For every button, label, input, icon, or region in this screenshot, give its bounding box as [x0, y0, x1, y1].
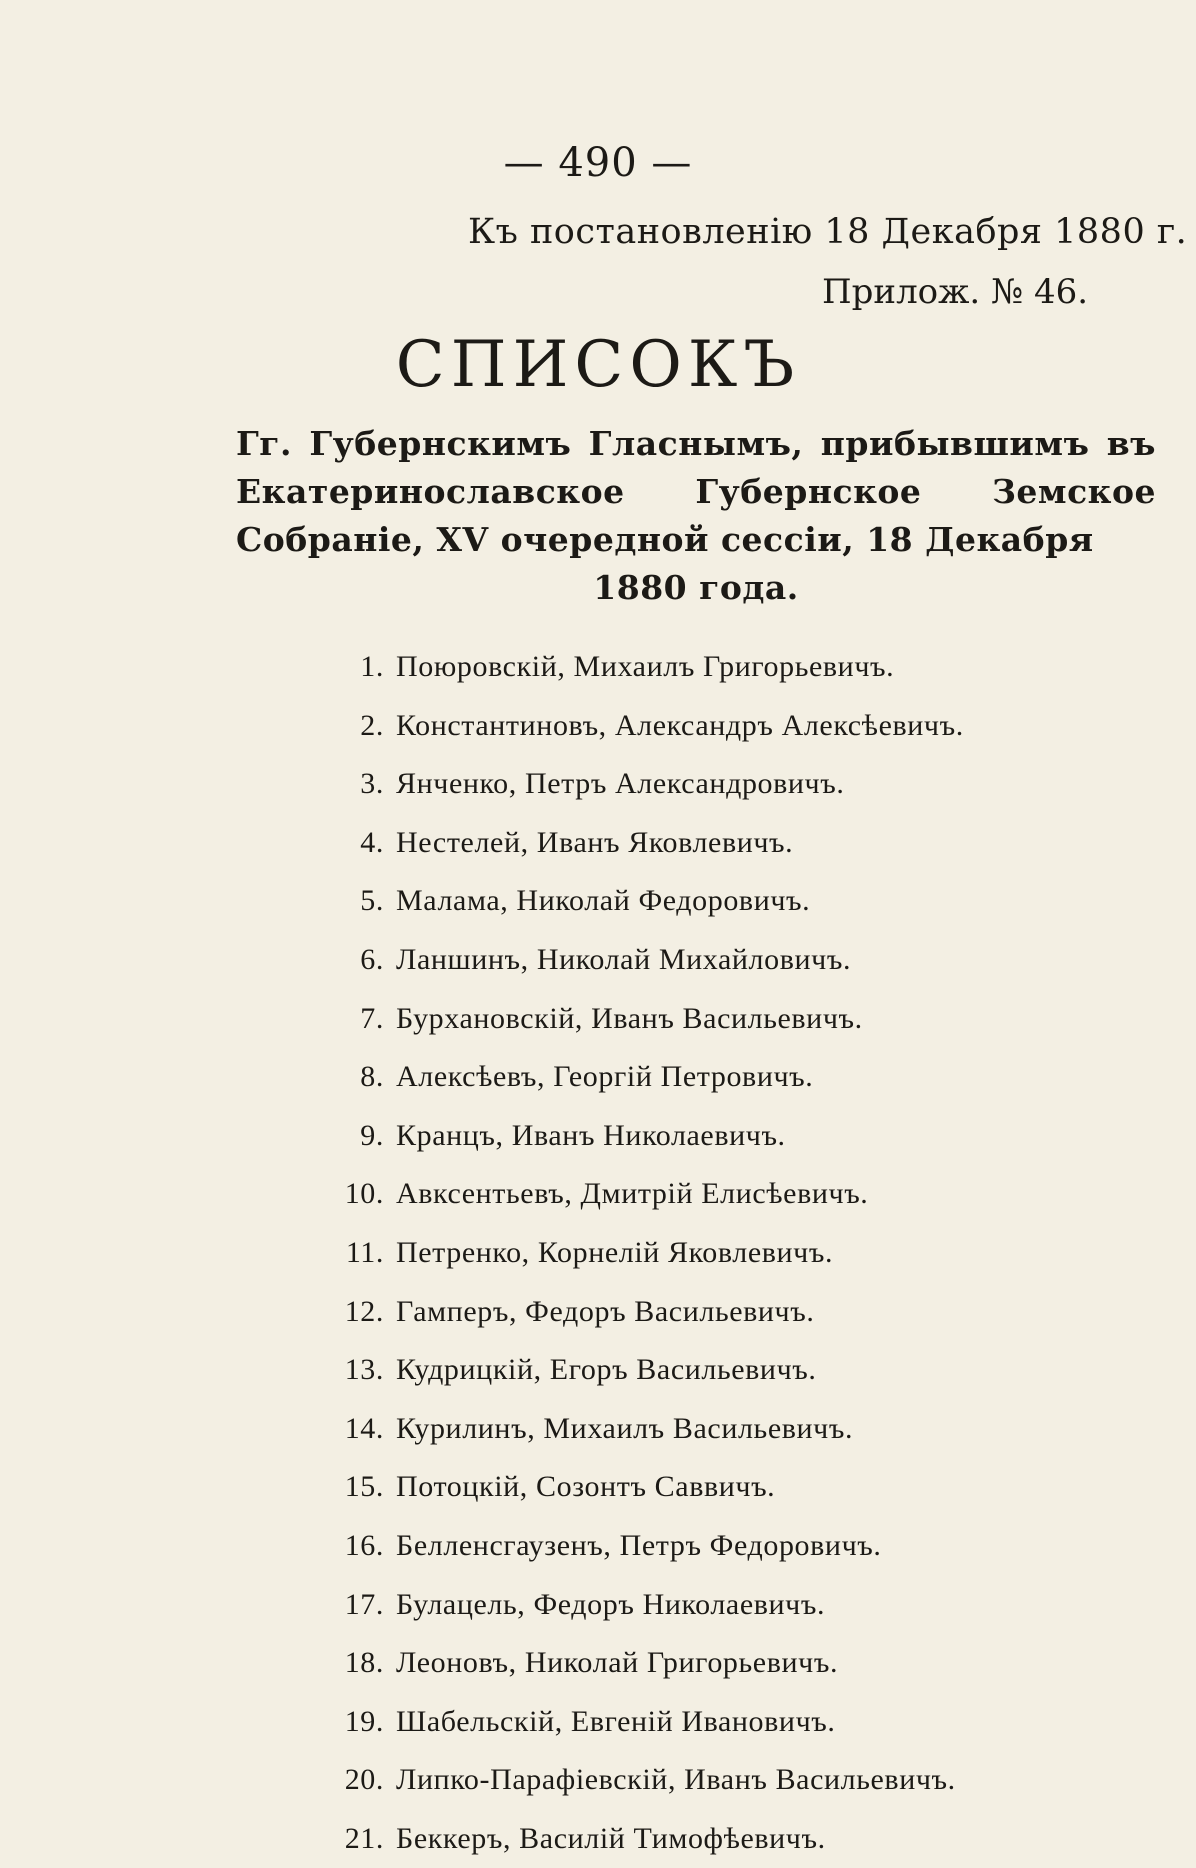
item-number: 3. [360, 767, 384, 801]
list-title: СПИСОКЪ [395, 328, 801, 402]
person-name: Кранцъ, Иванъ Николаевичъ. [396, 1118, 786, 1152]
item-number: 11. [345, 1235, 384, 1269]
item-number: 14. [344, 1411, 384, 1445]
person-name: Бурхановскій, Иванъ Васильевичъ. [396, 1001, 863, 1035]
item-number: 7. [360, 1001, 384, 1035]
heading-line: въ Екатеринославское Губернское Земское [236, 424, 1156, 511]
person-name: Курилинъ, Михаилъ Васильевичъ. [396, 1411, 854, 1445]
person-name: Леоновъ, Николай Григорьевичъ. [396, 1646, 839, 1680]
item-number: 16. [344, 1528, 384, 1562]
list-item [296, 1283, 1156, 1342]
item-number: 17. [344, 1587, 384, 1621]
list-item [296, 1224, 1156, 1283]
person-name: Беккеръ, Василій Тимофѣевичъ. [396, 1821, 826, 1855]
heading-line: Собраніе, XV очередной сессіи, 18 Декабря [236, 520, 1094, 559]
list-item [296, 1634, 1156, 1693]
person-name: Авксентьевъ, Дмитрій Елисѣевичъ. [396, 1177, 869, 1211]
appendix-reference: Прилож. № 46. [822, 272, 1089, 312]
list-item [296, 1576, 1156, 1635]
person-name: Малама, Николай Федоровичъ. [396, 884, 811, 918]
list-item [296, 1107, 1156, 1166]
list-item [296, 1810, 1156, 1868]
list-item [296, 1693, 1156, 1752]
list-item [296, 872, 1156, 931]
item-number: 6. [360, 942, 384, 976]
person-name: Алексѣевъ, Георгій Петровичъ. [396, 1060, 814, 1094]
person-name: Шабельскій, Евгеній Ивановичъ. [396, 1704, 836, 1738]
person-name: Янченко, Петръ Александровичъ. [396, 767, 845, 801]
item-number: 1. [360, 650, 384, 683]
list-item [296, 1751, 1156, 1810]
list-item [296, 697, 1156, 756]
person-name: Кудрицкій, Егоръ Васильевичъ. [396, 1353, 817, 1387]
item-number: 9. [360, 1118, 384, 1152]
list-item [296, 1165, 1156, 1224]
list-item [296, 814, 1156, 873]
item-number: 2. [360, 708, 384, 742]
list-item [296, 931, 1156, 990]
person-name: Гамперъ, Федоръ Васильевичъ. [396, 1294, 815, 1328]
person-name: Потоцкій, Созонтъ Саввичъ. [396, 1470, 776, 1504]
person-name: Булацель, Федоръ Николаевичъ. [396, 1587, 826, 1621]
list-item [296, 755, 1156, 814]
item-number: 12. [344, 1294, 384, 1328]
item-number: 21. [344, 1821, 384, 1855]
person-name: Липко-Парафіевскій, Иванъ Васильевичъ. [396, 1763, 956, 1797]
item-number: 13. [344, 1353, 384, 1387]
item-number: 15. [344, 1470, 384, 1504]
list-item [296, 990, 1156, 1049]
item-number: 18. [344, 1646, 384, 1680]
item-number: 19. [344, 1704, 384, 1738]
list-item [296, 1517, 1156, 1576]
item-number: 4. [360, 825, 384, 859]
item-number: 20. [344, 1763, 384, 1797]
heading-line: Гг. Губернскимъ Гласнымъ, прибывшимъ [236, 424, 1090, 463]
item-number: 8. [360, 1060, 384, 1094]
person-name: Петренко, Корнелій Яковлевичъ. [396, 1235, 834, 1269]
list-item [296, 638, 1156, 697]
list-item [296, 1458, 1156, 1517]
item-number: 5. [360, 884, 384, 918]
resolution-reference: Къ постановленію 18 Декабря 1880 г. [468, 212, 1188, 252]
names-list [296, 638, 1156, 1868]
person-name: Константиновъ, Александръ Алексѣевичъ. [396, 708, 964, 742]
item-number: 10. [344, 1177, 384, 1211]
heading-line: 1880 года. [593, 568, 799, 607]
person-name: Белленсгаузенъ, Петръ Федоровичъ. [396, 1528, 882, 1562]
list-item [296, 1341, 1156, 1400]
person-name: Поюровскій, Михаилъ Григорьевичъ. [396, 650, 895, 683]
page-number: — 490 — [503, 140, 693, 186]
list-heading [236, 420, 1156, 612]
list-item [296, 1048, 1156, 1107]
person-name: Нестелей, Иванъ Яковлевичъ. [396, 825, 794, 859]
person-name: Ланшинъ, Николай Михайловичъ. [396, 942, 852, 976]
list-item [296, 1400, 1156, 1459]
